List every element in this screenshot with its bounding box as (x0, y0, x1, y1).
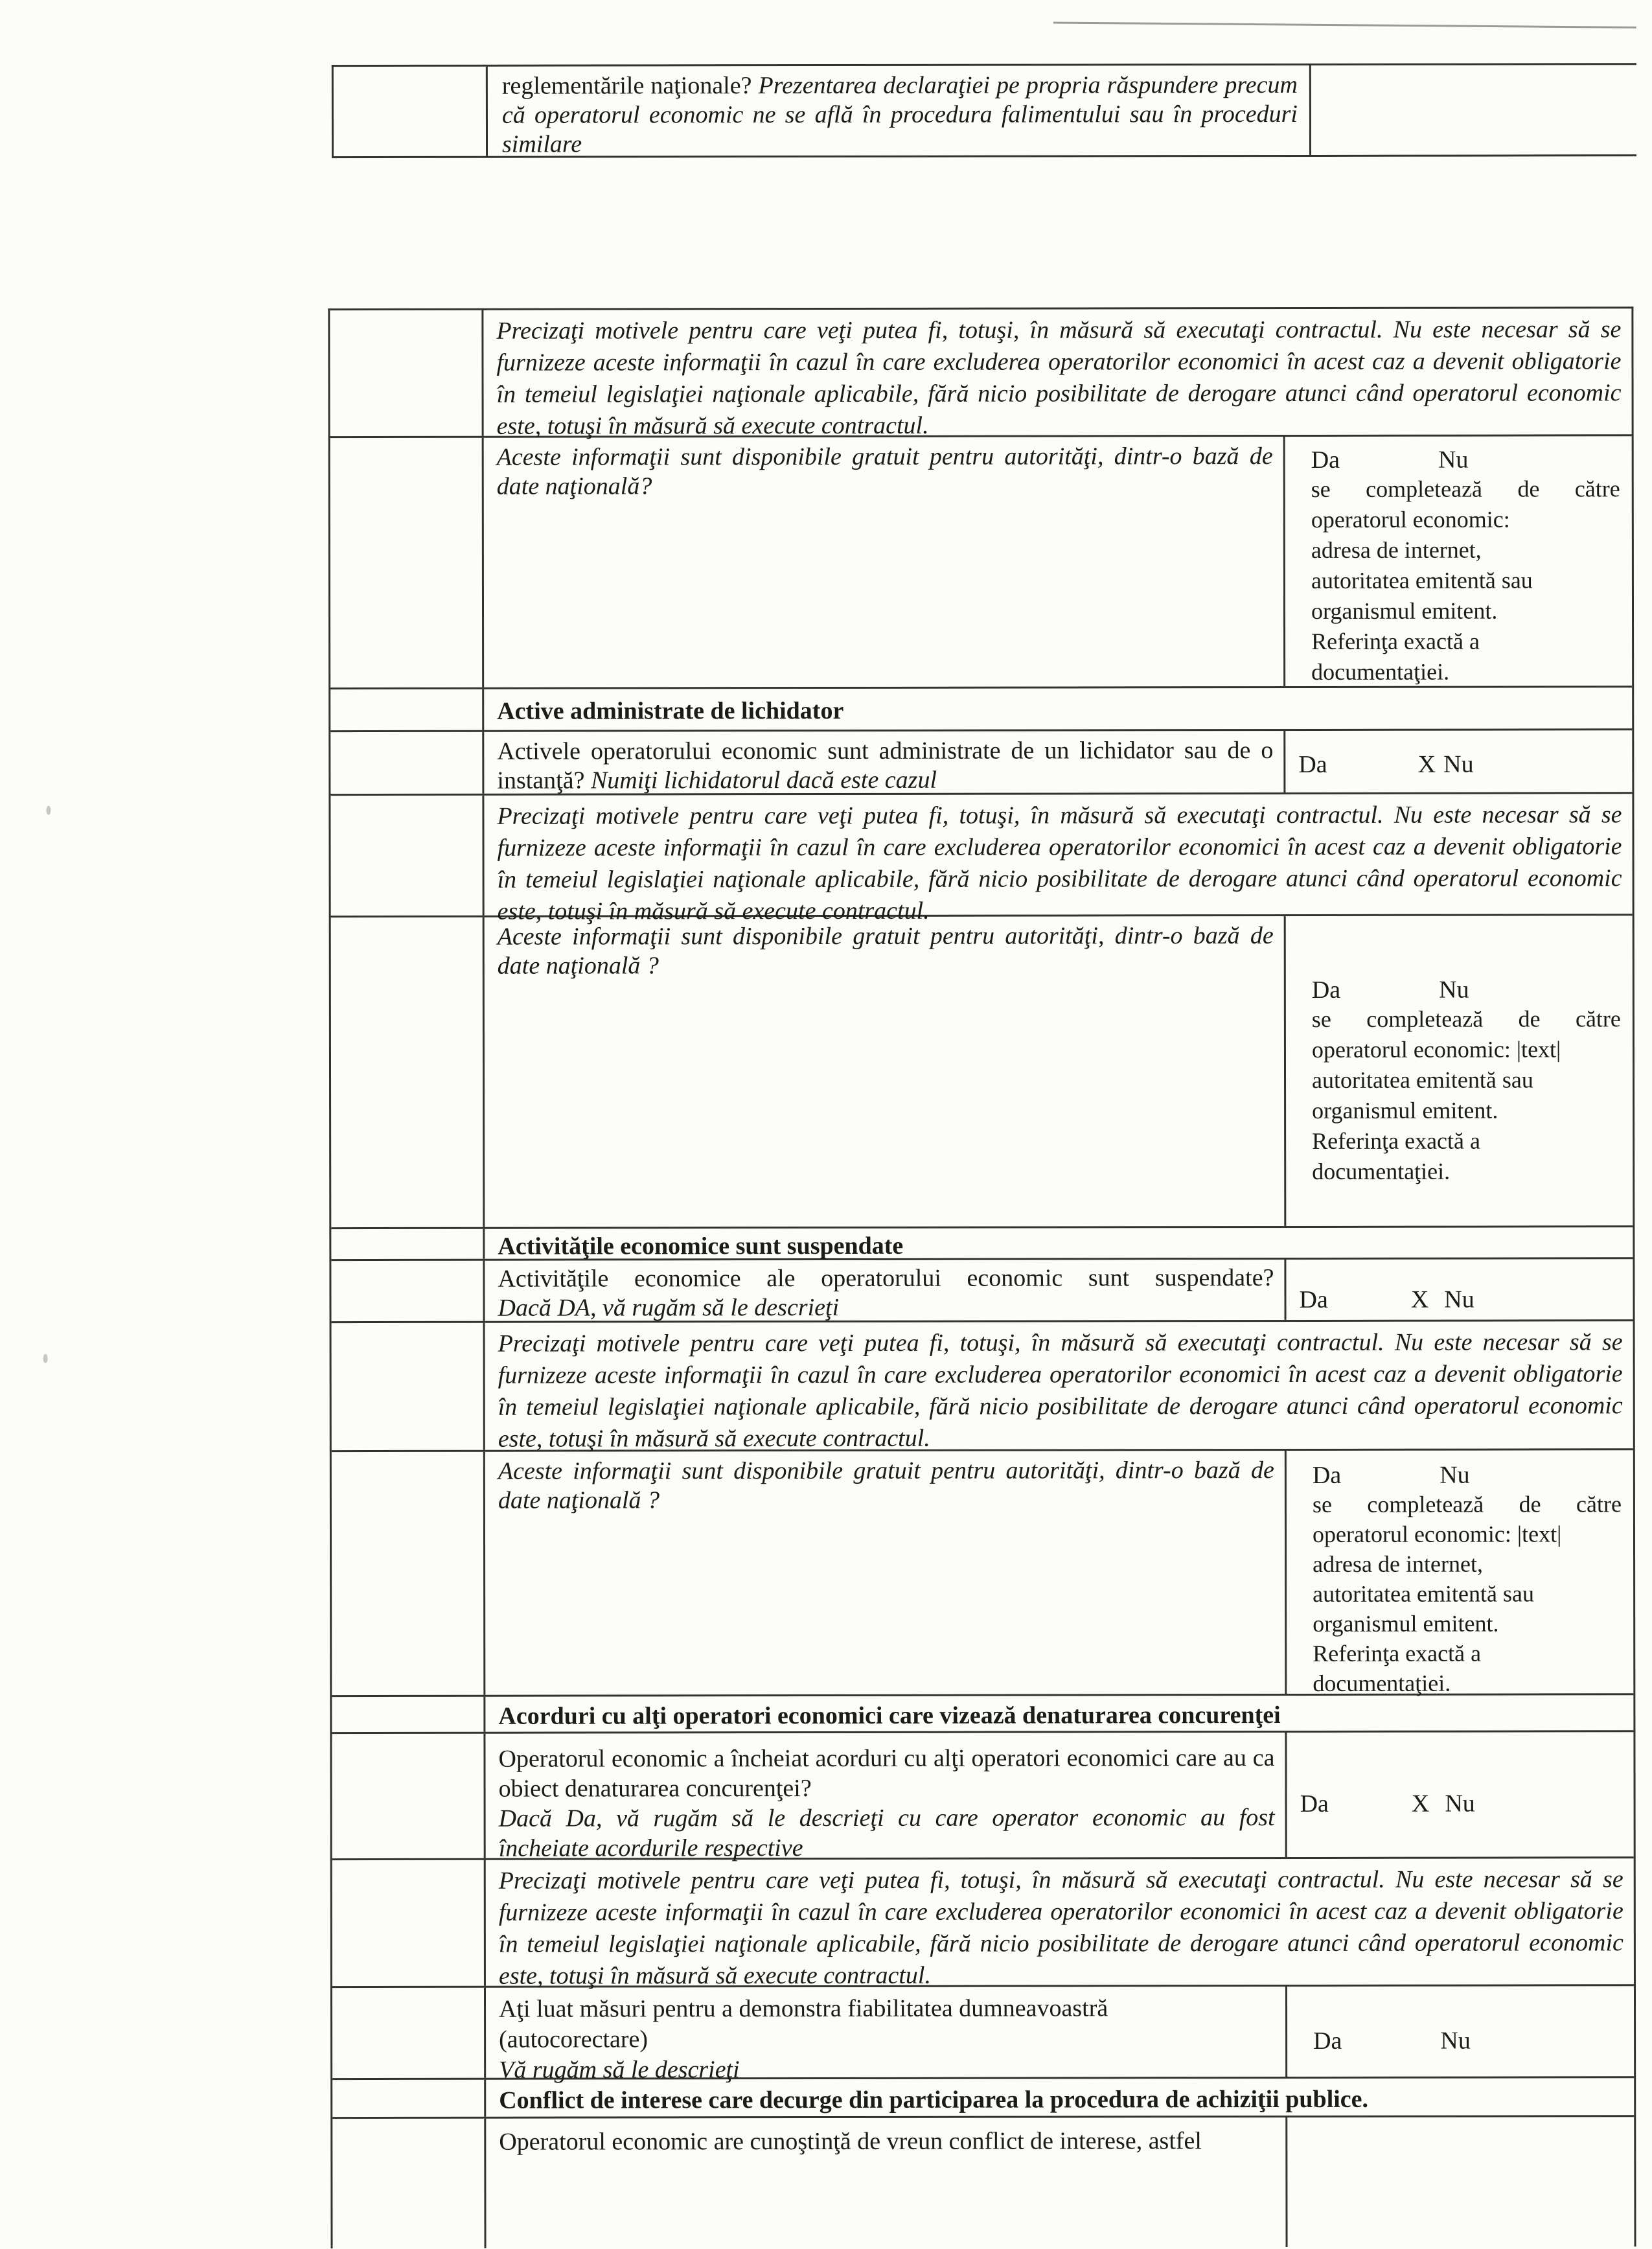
table-row-agreements-question (332, 1732, 1633, 1860)
note-line: documentaţiei. (1313, 1670, 1451, 1696)
no-label: Nu (1445, 1790, 1475, 1817)
checkbox-x-mark: X (1410, 1286, 1429, 1313)
table-row-self-cleaning (332, 1986, 1634, 2084)
reasons-paragraph: Precizaţi motivele pentru care veţi putea fi, totuşi, în măsură să executaţi contractul. Nu este necesar să se furnizeze aceste informaţii în cazul în care excluderea operatorilor economici în acest caz a devenit obligatorie în temeiul legislaţiei naţionale aplicabile, fără nicio posibilitate de derogare atunci când operatorul economic este, totuşi în măsură să execute contractul. (498, 1328, 1623, 1453)
gutter-cell (332, 1452, 486, 1695)
checkbox-x-mark: X (1411, 1790, 1430, 1817)
question-text-regular: reglementările naţionale? (501, 72, 752, 100)
question-text-italic: Numiţi lichidatorul dacă este cazul (590, 766, 937, 794)
section-header-suspended: Activităţile economice sunt suspendate (498, 1232, 904, 1260)
top-table-gutter-cell (334, 67, 488, 156)
note-line: adresa de internet, (1311, 536, 1482, 563)
table-row-db-info-1 (330, 436, 1633, 689)
question-cell (485, 1260, 1286, 1321)
answer-note (1313, 1489, 1625, 1698)
question-cell (484, 731, 1285, 794)
question-cell: Aceste informaţii sunt disponibile gratuit pentru autorităţi, dintr-o bază de date naţională ? (485, 916, 1287, 1227)
checkbox-x-mark: X (1417, 750, 1436, 778)
gutter-cell (330, 689, 484, 730)
question-cell (485, 1733, 1287, 1862)
section-header-conflict: Conflict de interese care decurge din participarea la procedura de achiziţii publice. (499, 2085, 1369, 2114)
yes-label: Da (1312, 1461, 1342, 1489)
table-row-reasons-2 (330, 794, 1632, 925)
note-line: adresa de internet, (1313, 1551, 1483, 1577)
question-text-regular: Operatorul economic a încheiat acorduri cu alţi operatori economici care au ca obiect denaturarea concurenţei? (498, 1744, 1275, 1803)
no-label: Nu (1438, 446, 1469, 474)
no-label: Nu (1444, 1286, 1474, 1313)
gutter-cell (331, 917, 485, 1227)
note-line: organismul emitent. (1312, 1097, 1498, 1124)
answer-cell (1286, 916, 1633, 1226)
question-text-regular: Activele operatorului economic sunt administrate de un lichidator sau de o instanţă? (497, 737, 1274, 794)
gutter-cell (332, 1323, 485, 1450)
gutter-cell (332, 2080, 486, 2117)
reasons-paragraph: Precizaţi motivele pentru care veţi putea fi, totuşi, în măsură să executaţi contractul. Nu este necesar să se furnizeze aceste informaţii în cazul în care excluderea operatorilor economici în acest caz a devenit obligatorie în temeiul legislaţiei naţionale aplicabile, fără nicio posibilitate de derogare atunci când operatorul economic este, totuşi în măsură să execute contractul. (497, 801, 1622, 925)
main-table (328, 306, 1636, 2248)
scan-artifact-line (1053, 22, 1636, 29)
gutter-cell (331, 1261, 485, 1321)
note-line: operatorul economic: |text| (1312, 1521, 1562, 1547)
note-line: documentaţiei. (1312, 1158, 1451, 1184)
note-line: Referinţa exactă a (1313, 1640, 1482, 1667)
scan-artifact-speck (46, 806, 51, 815)
answer-cell (1286, 1259, 1633, 1320)
no-label: Nu (1440, 2027, 1471, 2055)
top-table-question-cell (488, 65, 1311, 156)
question-cell: Operatorul economic are cunoştinţă de vreun conflict de interese, astfel (486, 2117, 1287, 2248)
table-row-conflict-question-partial (332, 2117, 1634, 2248)
gutter-cell (330, 438, 485, 687)
note-line: se completează de către (1312, 1491, 1622, 1517)
note-line: se completează de către (1311, 1006, 1621, 1032)
gutter-cell (330, 732, 484, 794)
question-text-italic: Prezentarea declaraţiei pe propria răspundere precum că operatorul economic ne se află în procedura falimentului sau în proceduri similare (501, 71, 1298, 158)
answer-note (1312, 1004, 1625, 1187)
table-row-reasons-3 (332, 1321, 1633, 1452)
table-row-section-header (332, 1695, 1633, 1734)
question-cell: Aceste informaţii sunt disponibile gratuit pentru autorităţi, dintr-o bază de date naţională? (484, 437, 1286, 687)
gutter-cell (332, 1734, 485, 1858)
yes-label: Da (1311, 976, 1341, 1004)
gutter-cell (330, 310, 483, 436)
note-line: autoritatea emitentă sau (1313, 1580, 1535, 1607)
scan-artifact-speck (43, 1354, 48, 1363)
note-line: operatorul economic: (1311, 506, 1510, 533)
answer-cell (1285, 436, 1633, 686)
no-label: Nu (1440, 1461, 1470, 1489)
gutter-cell (332, 1697, 485, 1732)
table-row-section-header (332, 2078, 1634, 2119)
question-text-italic: Vă rugăm să le descrieţi (499, 2056, 740, 2084)
top-table-answer-cell (1311, 65, 1636, 155)
answer-cell (1287, 2117, 1634, 2247)
no-label: Nu (1443, 750, 1474, 778)
question-cell: Aceste informaţii sunt disponibile gratuit pentru autorităţi, dintr-o bază de date naţională ? (485, 1451, 1287, 1695)
yes-label: Da (1299, 1286, 1328, 1313)
note-line: autoritatea emitentă sau (1311, 1067, 1533, 1093)
section-header-liquidator: Active administrate de lichidator (497, 697, 844, 725)
table-row-db-info-3 (332, 1450, 1634, 1697)
note-line: Referinţa exactă a (1311, 628, 1480, 654)
note-line: autoritatea emitentă sau (1311, 567, 1533, 594)
gutter-cell (331, 1229, 485, 1259)
table-row-reasons-4 (332, 1858, 1634, 1988)
reasons-paragraph: Precizaţi motivele pentru care veţi putea fi, totuşi, în măsură să executaţi contractul. Nu este necesar să se furnizeze aceste informaţii în cazul în care excluderea operatorilor economici în acest caz a devenit obligatorie în temeiul legislaţiei naţionale aplicabile, fără nicio posibilitate de derogare atunci când operatorul economic este, totuşi în măsură să execute contractul. (496, 316, 1622, 440)
note-line: organismul emitent. (1311, 597, 1498, 624)
note-line: Referinţa exactă a (1312, 1127, 1481, 1154)
question-text-italic: Dacă DA, vă rugăm să le descrieţi (498, 1293, 840, 1322)
table-row-reasons-1 (330, 308, 1631, 438)
no-label: Nu (1439, 976, 1469, 1004)
table-row-suspended-question (331, 1259, 1633, 1323)
gutter-cell (332, 1988, 486, 2078)
yes-label: Da (1298, 750, 1327, 778)
table-row-section-header (330, 687, 1632, 732)
question-text-regular: Aţi luat măsuri pentru a demonstra fiabilitatea dumneavoastră (498, 1994, 1108, 2023)
answer-cell (1287, 1732, 1633, 1857)
reasons-paragraph: Precizaţi motivele pentru care veţi putea fi, totuşi, în măsură să executaţi contractul. Nu este necesar să se furnizeze aceste informaţii în cazul în care excluderea operatorilor economici în acest caz a devenit obligatorie în temeiul legislaţiei naţionale aplicabile, fără nicio posibilitate de derogare atunci când operatorul economic este, totuşi în măsură să execute contractul. (498, 1865, 1623, 1990)
note-line: organismul emitent. (1313, 1610, 1499, 1637)
gutter-cell (332, 1860, 486, 1986)
table-row-section-header (331, 1227, 1633, 1261)
answer-cell (1287, 1450, 1634, 1694)
question-text-italic: Dacă Da, vă rugăm să le descrieţi cu care operator economic au fost încheiate acordurile respective (498, 1804, 1275, 1862)
question-text-regular: Activităţile economice ale operatorului economic sunt suspendate? (498, 1264, 1274, 1293)
table-row-liquidator-question (330, 730, 1632, 796)
answer-note (1311, 474, 1624, 687)
table-row-db-info-2 (331, 916, 1633, 1229)
answer-cell (1287, 1986, 1634, 2077)
note-line: documentaţiei. (1311, 658, 1450, 685)
question-text-regular: (autocorectare) (499, 2025, 648, 2053)
gutter-cell (330, 796, 484, 916)
yes-label: Da (1300, 1790, 1329, 1817)
question-cell (486, 1987, 1287, 2084)
yes-label: Da (1311, 446, 1340, 474)
section-header-agreements: Acorduri cu alţi operatori economici care vizează denaturarea concurenţei (498, 1701, 1281, 1730)
yes-label: Da (1313, 2027, 1342, 2055)
note-line: se completează de către (1311, 476, 1620, 502)
answer-cell (1285, 730, 1632, 792)
note-line: operatorul economic: |text| (1311, 1036, 1561, 1063)
top-table-fragment (332, 63, 1636, 158)
